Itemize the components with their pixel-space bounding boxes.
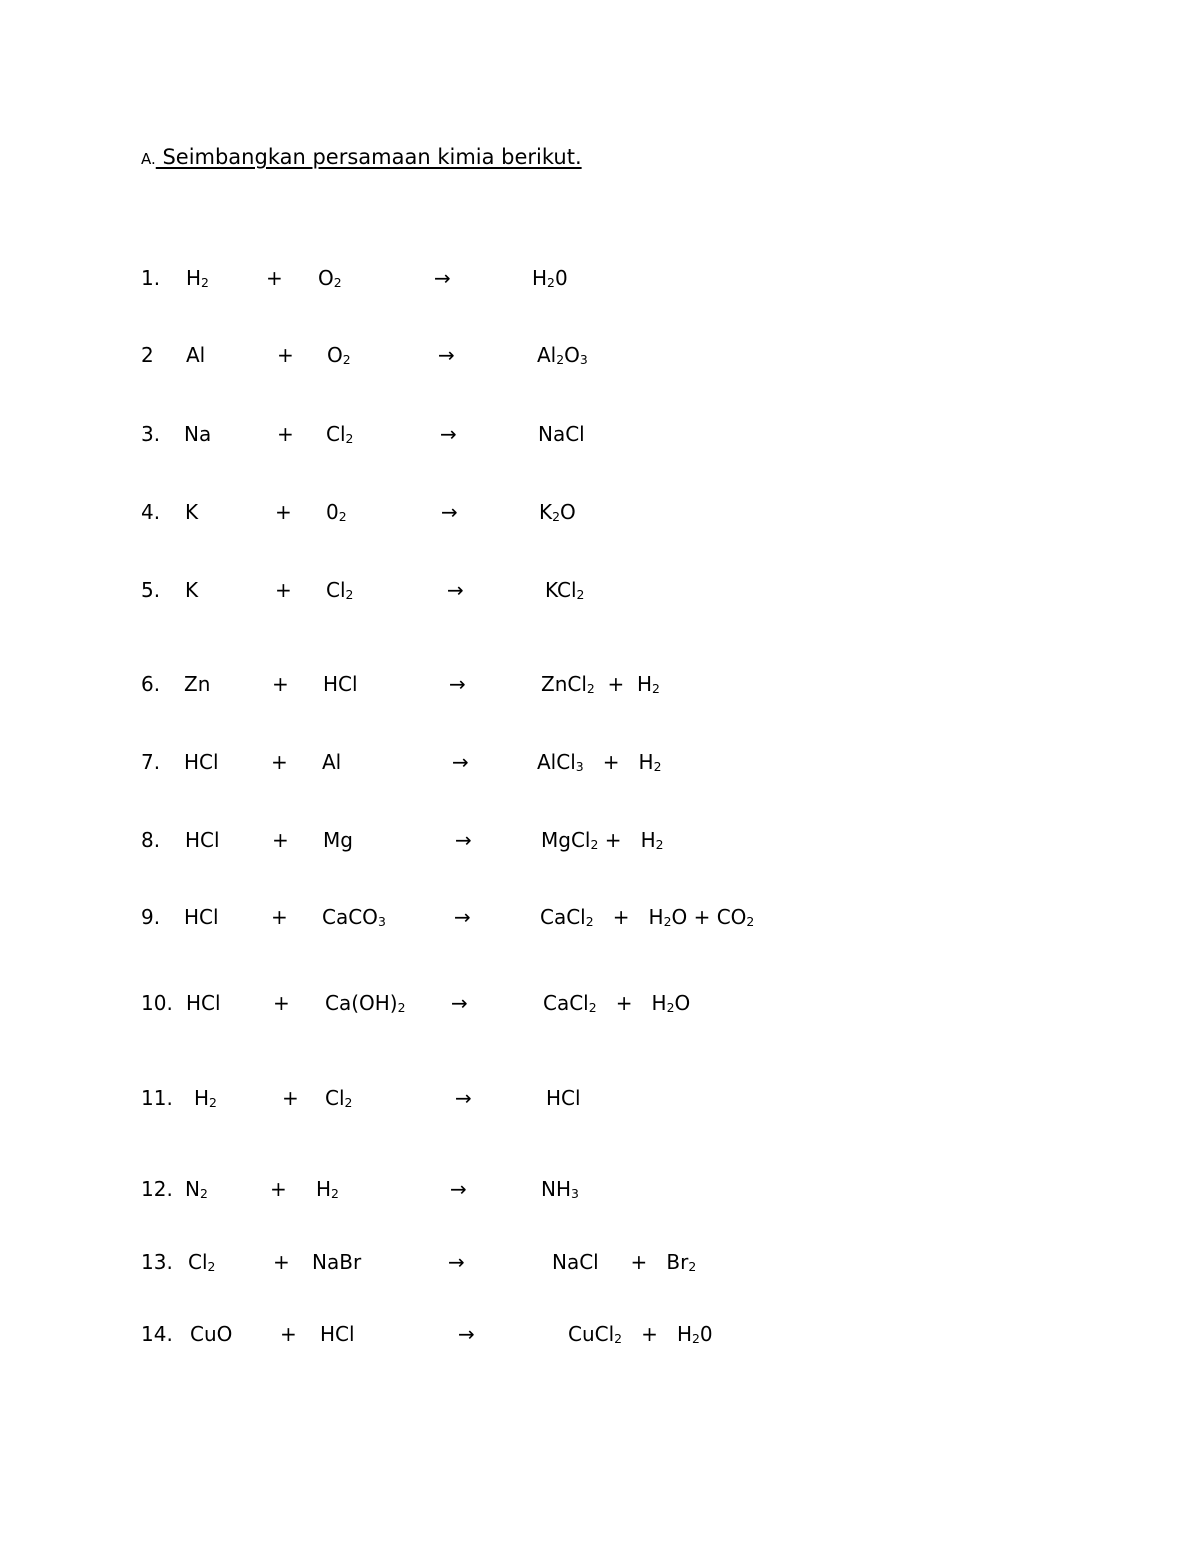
reactant-2: Al [322,750,342,774]
reactant-2: $Cl_2$ [326,578,354,602]
reactant-1: Zn [184,672,211,696]
equation-number: 5. [141,578,161,602]
reactant-2: $Cl_2$ [326,422,354,446]
reactant-2: $O_2$ [318,266,342,290]
product: AlCl$_3$ + $H_2$ [537,750,662,774]
plus-sign: + [271,750,288,774]
reactant-2: HCl [320,1322,355,1346]
plus-sign: + [275,578,292,602]
reactant-2: $Ca(OH)_2$ [325,991,406,1015]
equation-row [0,340,1200,370]
reaction-arrow: → [458,1322,475,1346]
reaction-arrow: → [454,905,471,929]
plus-sign: + [277,343,294,367]
reaction-arrow: → [450,1177,467,1201]
plus-sign: + [275,500,292,524]
equation-row [0,575,1200,605]
reactant-1: K [185,578,199,602]
reaction-arrow: → [441,500,458,524]
equation-row [0,747,1200,777]
reactant-2: HCl [323,672,358,696]
equation-number: 6. [141,672,161,696]
reaction-arrow: → [448,1250,465,1274]
reactant-2: $O_2$ [327,343,351,367]
product: $Al_2O_3$ [537,343,588,367]
reactant-2: $Cl_2$ [325,1086,353,1110]
plus-sign: + [273,1250,290,1274]
worksheet-heading [141,142,582,174]
product: CaCl$_2$ + $H_2O + CO_2$ [540,905,755,929]
reactant-2: Mg [323,828,353,852]
product: $K_2O$ [539,500,576,524]
product: $NH_3$ [541,1177,579,1201]
reactant-2: NaBr [312,1250,362,1274]
equation-row [0,497,1200,527]
equation-number: 8. [141,828,161,852]
equation-row [0,1083,1200,1113]
reactant-1: HCl [186,991,221,1015]
equation-number: 7. [141,750,161,774]
reactant-1: Na [184,422,212,446]
reaction-arrow: → [447,578,464,602]
plus-sign: + [273,991,290,1015]
equation-row [0,988,1200,1018]
plus-sign: + [270,1177,287,1201]
product: HCl [546,1086,581,1110]
reaction-arrow: → [434,266,451,290]
equation-number: 1. [141,266,161,290]
reaction-arrow: → [455,1086,472,1110]
reactant-1: $N_2$ [185,1177,208,1201]
reactant-1: HCl [184,905,219,929]
equation-row [0,263,1200,293]
equation-row [0,669,1200,699]
reactant-2: $0_2$ [326,500,347,524]
reactant-1: HCl [185,828,220,852]
product: NaCl [538,422,585,446]
section-letter: A. [141,150,156,168]
product: $H_20$ [532,266,568,290]
equation-number: 4. [141,500,161,524]
equation-number: 13. [141,1250,173,1274]
plus-sign: + [282,1086,299,1110]
equation-number: 9. [141,905,161,929]
equation-number: 14. [141,1322,173,1346]
reactant-2: CaCO$_3$ [322,905,386,929]
equation-number: 12. [141,1177,173,1201]
equation-number: 10. [141,991,173,1015]
product: KCl$_2$ [545,578,585,602]
product: CaCl$_2$ + $H_2O$ [543,991,691,1015]
product: MgCl$_2$ + $H_2$ [541,828,664,852]
reactant-1: $Cl_2$ [188,1250,216,1274]
plus-sign: + [271,905,288,929]
reactant-2: $H_2$ [316,1177,339,1201]
product: CuCl$_2$ + $H_20$ [568,1322,713,1346]
equation-row [0,825,1200,855]
reaction-arrow: → [449,672,466,696]
product: ZnCl$_2$ + $H_2$ [541,672,660,696]
reaction-arrow: → [452,750,469,774]
reactant-1: Al [186,343,206,367]
reactant-1: $H_2$ [186,266,209,290]
reaction-arrow: → [455,828,472,852]
equation-row [0,1174,1200,1204]
plus-sign: + [280,1322,297,1346]
reactant-1: $H_2$ [194,1086,217,1110]
equation-row [0,1247,1200,1277]
equation-number: 2 [141,343,154,367]
product: NaCl + $Br_2$ [552,1250,697,1274]
reactant-1: HCl [184,750,219,774]
equation-row [0,1319,1200,1349]
reactant-1: CuO [190,1322,233,1346]
equation-row [0,902,1200,932]
reaction-arrow: → [440,422,457,446]
equation-number: 11. [141,1086,173,1110]
equation-number: 3. [141,422,161,446]
reaction-arrow: → [451,991,468,1015]
plus-sign: + [272,672,289,696]
section-title: Seimbangkan persamaan kimia berikut. [155,145,582,169]
plus-sign: + [277,422,294,446]
reactant-1: K [185,500,199,524]
plus-sign: + [266,266,283,290]
reaction-arrow: → [438,343,455,367]
equation-row [0,419,1200,449]
plus-sign: + [272,828,289,852]
